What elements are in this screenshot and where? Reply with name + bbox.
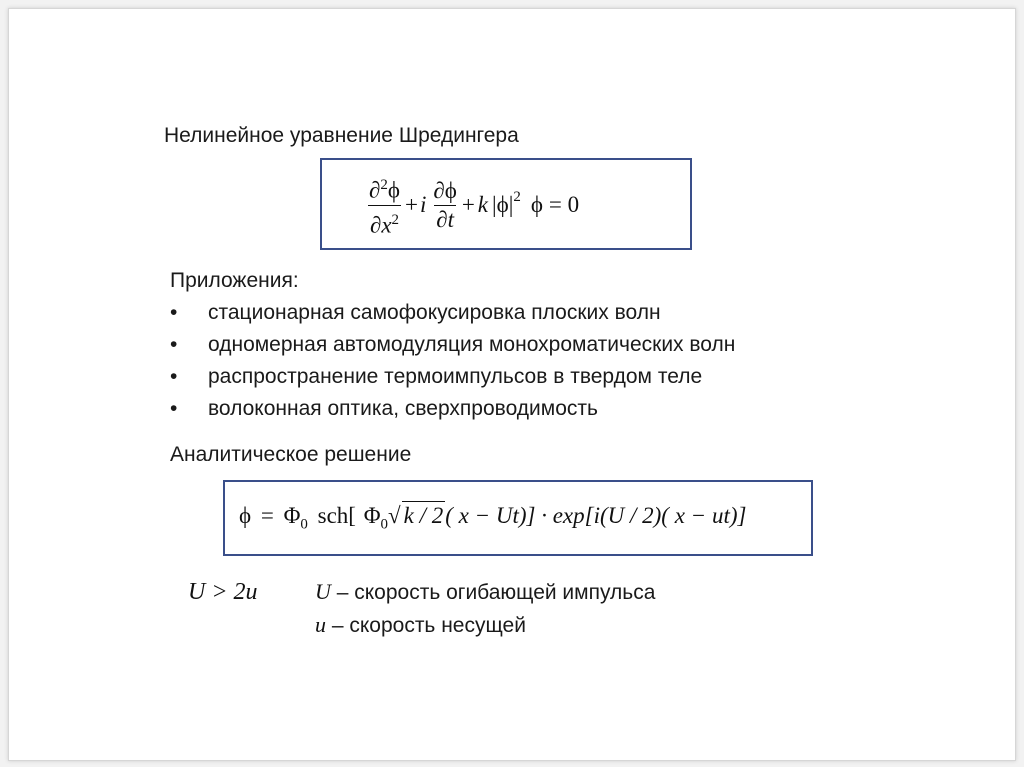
- envelope-velocity-line: U – скорость огибающей импульса: [315, 579, 656, 604]
- velocity-definitions: [315, 576, 655, 642]
- solution-equation-box: [223, 480, 813, 556]
- schrodinger-equation-box: [320, 158, 692, 250]
- solution-equation: $\phi = \Phi_0$ sch[ $\Phi_0√$ k / 2( x − Ut)] · exp[i(U / 2)( x − ut)]: [239, 503, 747, 533]
- applications-list: [170, 297, 930, 425]
- page-title: Нелинейное уравнение Шредингера: [164, 124, 519, 147]
- list-item: • стационарная самофокусировка плоских волн: [170, 301, 661, 324]
- velocity-condition: U > 2u: [188, 579, 258, 605]
- slide: [8, 8, 1016, 761]
- solution-heading: Аналитическое решение: [170, 443, 412, 466]
- list-item: • волоконная оптика, сверхпроводимость: [170, 397, 598, 420]
- second-derivative-fraction: $\frac{\partial^2\phi}{\partial x^2}$: [369, 177, 400, 238]
- schrodinger-equation: $\frac{\partial^2\phi}{\partial x^2}$ + i $\frac{\partial\phi}{\partial t}$ + k | ϕ | $^2$ ϕ = 0: [364, 172, 579, 238]
- list-item: • распространение термоимпульсов в твердом теле: [170, 365, 703, 388]
- applications-heading: Приложения:: [170, 269, 299, 292]
- list-item: • одномерная автомодуляция монохроматических волн: [170, 333, 736, 356]
- carrier-velocity-line: u – скорость несущей: [315, 612, 526, 637]
- time-derivative-fraction: $\frac{\partial\phi}{\partial t}$: [433, 177, 457, 232]
